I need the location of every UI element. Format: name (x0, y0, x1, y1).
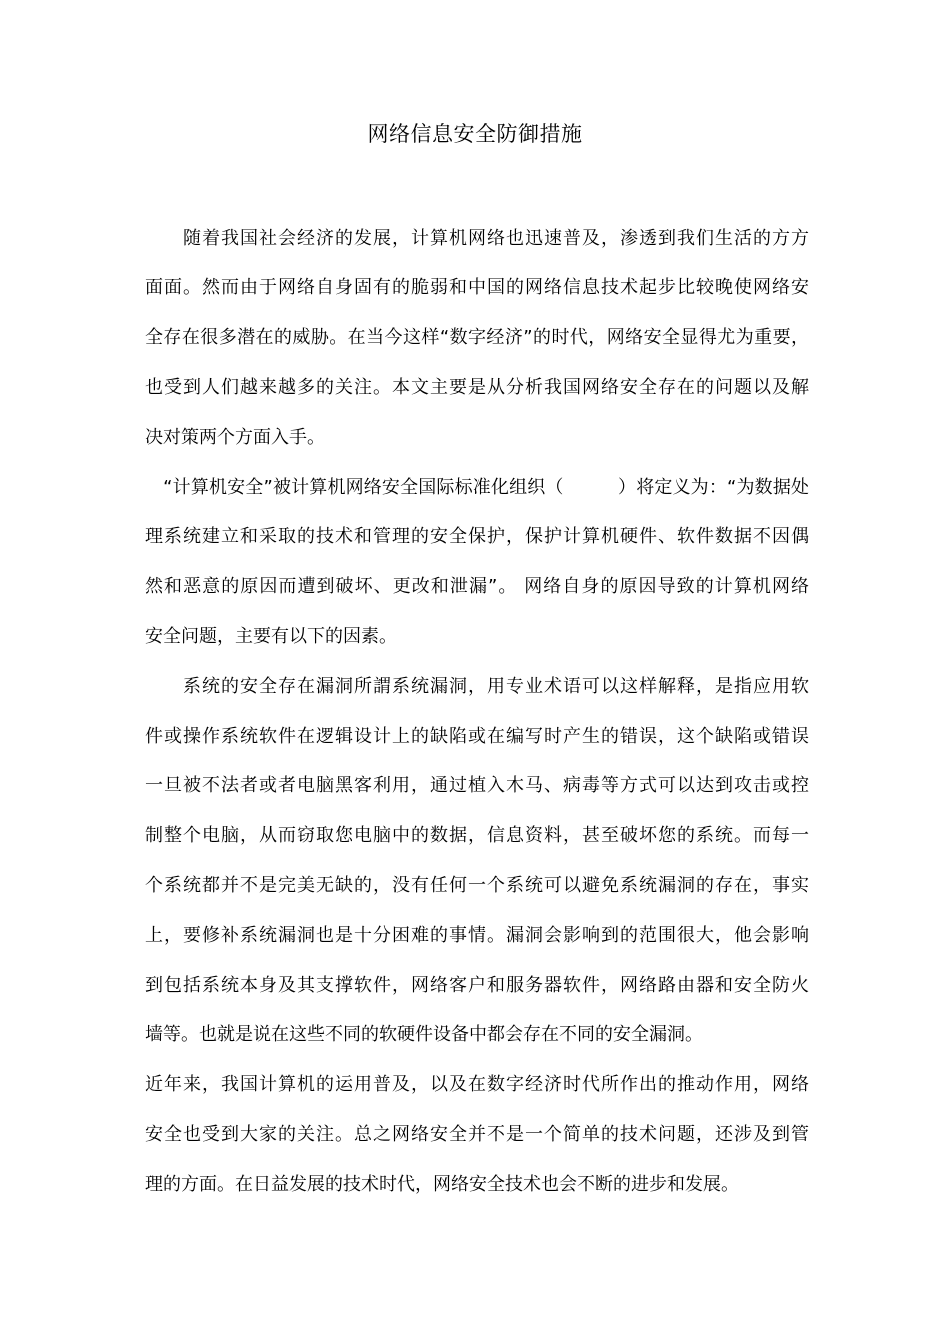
paragraph-2-line-4: 安全问题，主要有以下的因素。 (145, 626, 397, 647)
paragraph-2-line-2: 理系统建立和采取的技术和管理的安全保护，保护计算机硬件、软件数据不因偶 (145, 526, 809, 547)
paragraph-3-line-1: 系统的安全存在漏洞所謂系统漏洞，用专业术语可以这样解释，是指应用软 (145, 676, 809, 697)
paragraph-3-line-4: 制整个电脑，从而窃取您电脑中的数据，信息资料，甚至破坏您的系统。而每一 (145, 825, 809, 846)
paragraph-1-line-3: 全存在很多潜在的威胁。在当今这样“数字经济”的时代，网络安全显得尤为重要， (145, 327, 809, 348)
paragraph-4-line-1: 近年来，我国计算机的运用普及，以及在数字经济时代所作出的推动作用，网络 (145, 1074, 809, 1095)
paragraph-3-line-3: 一旦被不法者或者电脑黑客利用，通过植入木马、病毒等方式可以达到攻击或控 (145, 775, 809, 796)
paragraph-2-line-1: “计算机安全”被计算机网络安全国际标准化组织（ ）将定义为：“为数据处 (145, 477, 809, 498)
paragraph-4-line-2: 安全也受到大家的关注。总之网络安全并不是一个简单的技术问题，还涉及到管 (145, 1124, 809, 1145)
paragraph-1-line-5: 决对策两个方面入手。 (145, 427, 325, 448)
paragraph-3-line-7: 到包括系统本身及其支撑软件，网络客户和服务器软件，网络路由器和安全防火 (145, 975, 809, 996)
paragraph-3-line-8: 墙等。也就是说在这些不同的软硬件设备中都会存在不同的安全漏洞。 (145, 1024, 703, 1045)
paragraph-1-line-1: 随着我国社会经济的发展，计算机网络也迅速普及，渗透到我们生活的方方 (145, 228, 809, 249)
paragraph-1-line-4: 也受到人们越来越多的关注。本文主要是从分析我国网络安全存在的问题以及解 (145, 377, 809, 398)
paragraph-1-line-2: 面面。然而由于网络自身固有的脆弱和中国的网络信息技术起步比较晚使网络安 (145, 277, 809, 298)
paragraph-3-line-2: 件或操作系统软件在逻辑设计上的缺陷或在编写时产生的错误，这个缺陷或错误 (145, 726, 809, 747)
document-title: 网络信息安全防御措施 (367, 122, 583, 146)
paragraph-3-line-6: 上，要修补系统漏洞也是十分困难的事情。漏洞会影响到的范围很大，他会影响 (145, 925, 809, 946)
paragraph-4-line-3: 理的方面。在日益发展的技术时代，网络安全技术也会不断的进步和发展。 (145, 1174, 739, 1195)
paragraph-3-line-5: 个系统都并不是完美无缺的，没有任何一个系统可以避免系统漏洞的存在，事实 (145, 875, 809, 896)
paragraph-2-line-3: 然和恶意的原因而遭到破坏、更改和泄漏”。 网络自身的原因导致的计算机网络 (145, 576, 809, 597)
